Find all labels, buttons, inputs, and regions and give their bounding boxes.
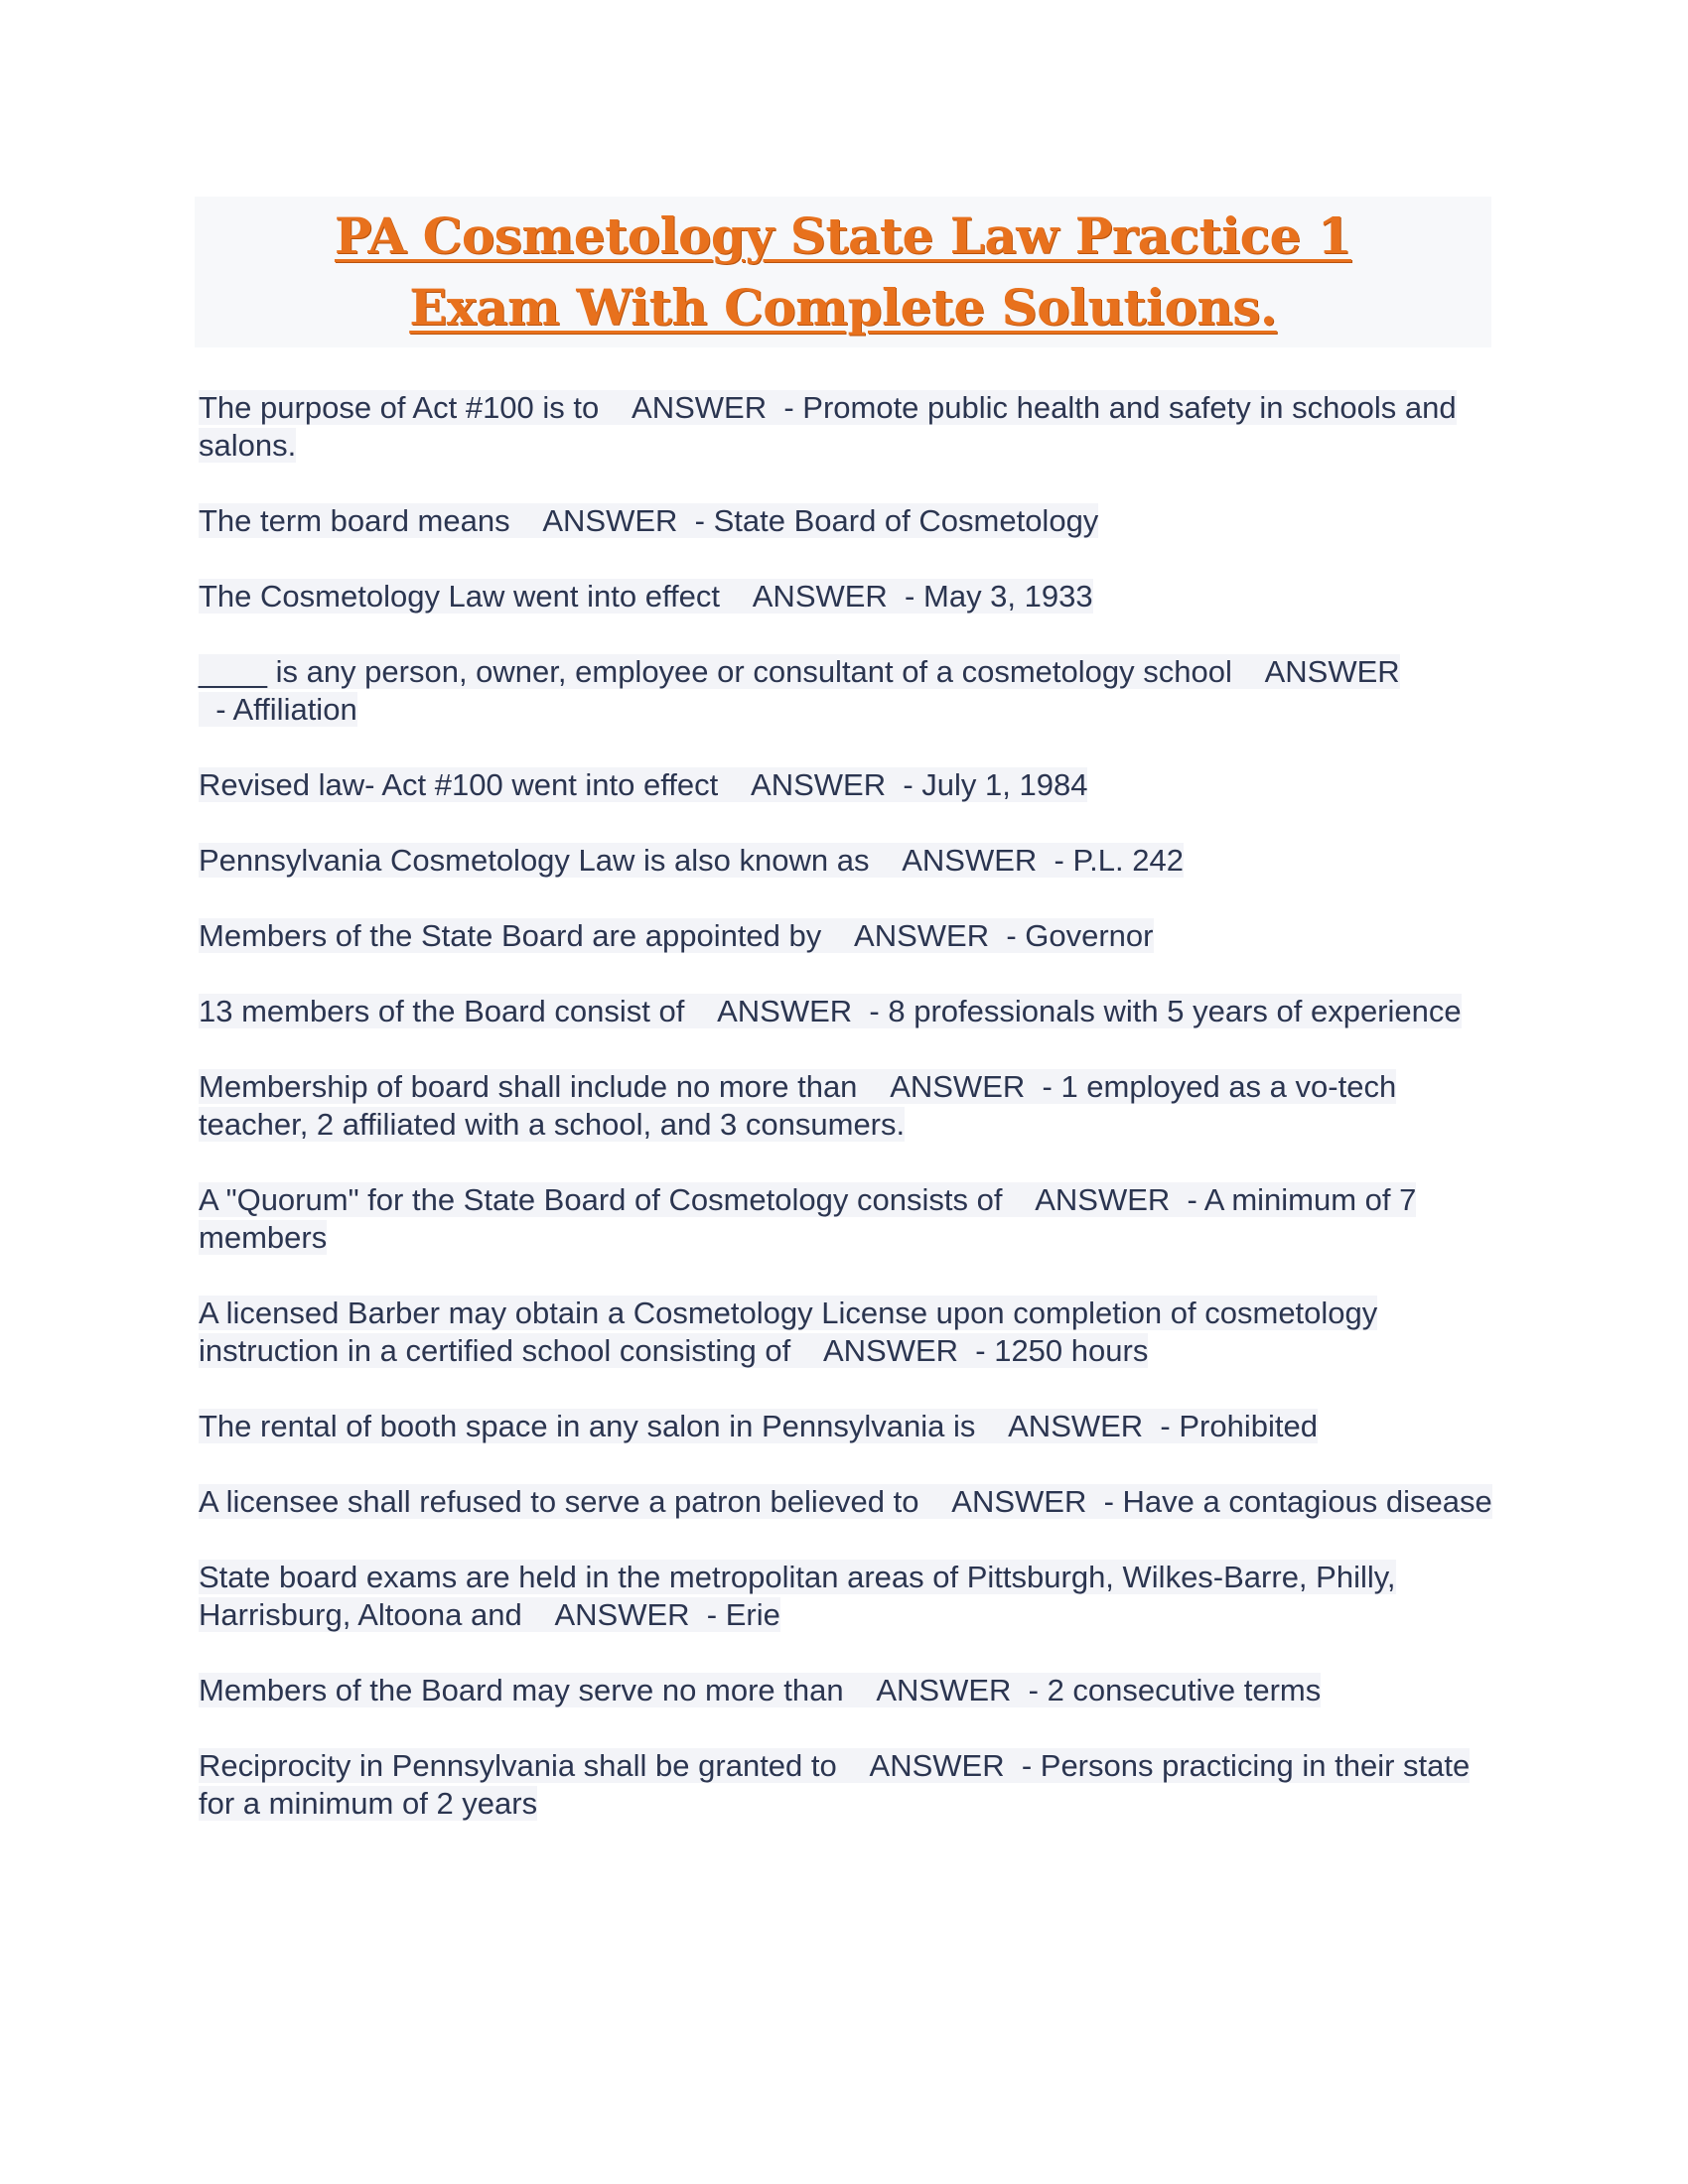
qa-item: [199, 502, 1499, 540]
qa-item: [199, 993, 1499, 1030]
answer-text: Erie: [725, 1597, 780, 1632]
question-text: Reciprocity in Pennsylvania shall be granted to: [199, 1748, 837, 1783]
answer-label: ANSWER: [1264, 654, 1400, 689]
qa-text: Revised law- Act #100 went into effect ANSWER - July 1, 1984: [199, 767, 1088, 802]
qa-item: [199, 389, 1499, 465]
answer-text: 1250 hours: [994, 1333, 1149, 1368]
title-line-2: Exam With Complete Solutions.: [409, 278, 1277, 337]
title-line-1: PA Cosmetology State Law Practice 1: [334, 206, 1352, 265]
answer-label: ANSWER: [854, 918, 990, 953]
question-text: Membership of board shall include no more than: [199, 1069, 858, 1104]
qa-item: [199, 1295, 1499, 1370]
question-text: The Cosmetology Law went into effect: [199, 579, 720, 614]
answer-text: 1 employed as a vo-tech teacher, 2 affiliated with a school, and 3 consumers.: [199, 1069, 1397, 1142]
qa-item: [199, 1068, 1499, 1144]
qa-text: The term board means ANSWER - State Board of Cosmetology: [199, 503, 1099, 538]
qa-item: [199, 842, 1499, 880]
qa-text: 13 members of the Board consist of ANSWER - 8 professionals with 5 years of experience: [199, 994, 1462, 1028]
answer-text: May 3, 1933: [923, 579, 1093, 614]
document-title: [335, 201, 1351, 343]
qa-text: ____ is any person, owner, employee or consultant of a cosmetology school ANSWER - Affiliation: [199, 654, 1400, 727]
question-text: The purpose of Act #100 is to: [199, 390, 600, 425]
question-text: State board exams are held in the metropolitan areas of Pittsburgh, Wilkes-Barre, Philly, Harrisburg, Altoona and: [199, 1560, 1396, 1632]
qa-item: [199, 653, 1499, 729]
qa-text: A licensee shall refused to serve a patron believed to ANSWER - Have a contagious disease: [199, 1484, 1492, 1519]
qa-item: [199, 766, 1499, 804]
answer-text: 2 consecutive terms: [1047, 1673, 1322, 1707]
answer-text: A minimum of 7 members: [199, 1182, 1417, 1255]
answer-text: Affiliation: [232, 692, 357, 727]
qa-text: The Cosmetology Law went into effect ANSWER - May 3, 1933: [199, 579, 1093, 614]
answer-text: P.L. 242: [1072, 843, 1184, 878]
qa-item: [199, 1181, 1499, 1257]
answer-label: ANSWER: [752, 579, 888, 614]
qa-item: [199, 1672, 1499, 1709]
answer-text: 8 professionals with 5 years of experience: [888, 994, 1462, 1028]
qa-text: Members of the Board may serve no more than ANSWER - 2 consecutive terms: [199, 1673, 1322, 1707]
answer-text: July 1, 1984: [921, 767, 1088, 802]
question-text: A "Quorum" for the State Board of Cosmetology consists of: [199, 1182, 1003, 1217]
answer-label: ANSWER: [1008, 1409, 1144, 1443]
answer-label: ANSWER: [554, 1597, 690, 1632]
qa-item: [199, 1747, 1499, 1823]
qa-list: [199, 389, 1499, 1860]
qa-text: The purpose of Act #100 is to ANSWER - Promote public health and safety in schools and salons.: [199, 390, 1457, 463]
qa-text: A licensed Barber may obtain a Cosmetology License upon completion of cosmetology instruction in a certified school consisting of ANSWER - 1250 hours: [199, 1296, 1378, 1368]
answer-label: ANSWER: [542, 503, 678, 538]
answer-text: Have a contagious disease: [1122, 1484, 1492, 1519]
qa-text: Members of the State Board are appointed by ANSWER - Governor: [199, 918, 1154, 953]
answer-text: Governor: [1025, 918, 1154, 953]
qa-item: [199, 578, 1499, 615]
question-text: Members of the State Board are appointed by: [199, 918, 822, 953]
answer-label: ANSWER: [822, 1333, 959, 1368]
answer-text: State Board of Cosmetology: [713, 503, 1099, 538]
answer-label: ANSWER: [902, 843, 1038, 878]
qa-item: [199, 1408, 1499, 1445]
question-text: A licensee shall refused to serve a patron believed to: [199, 1484, 919, 1519]
question-text: Members of the Board may serve no more than: [199, 1673, 844, 1707]
title-banner: [195, 197, 1491, 347]
answer-label: ANSWER: [869, 1748, 1005, 1783]
answer-label: ANSWER: [951, 1484, 1087, 1519]
question-text: A licensed Barber may obtain a Cosmetology License upon completion of cosmetology instruction in a certified school consisting of: [199, 1296, 1378, 1368]
answer-label: ANSWER: [751, 767, 887, 802]
answer-label: ANSWER: [717, 994, 853, 1028]
qa-text: A "Quorum" for the State Board of Cosmetology consists of ANSWER - A minimum of 7 members: [199, 1182, 1417, 1255]
question-text: 13 members of the Board consist of: [199, 994, 685, 1028]
qa-item: [199, 1559, 1499, 1634]
qa-text: Reciprocity in Pennsylvania shall be granted to ANSWER - Persons practicing in their state for a minimum of 2 years: [199, 1748, 1471, 1821]
qa-text: The rental of booth space in any salon in Pennsylvania is ANSWER - Prohibited: [199, 1409, 1318, 1443]
qa-text: State board exams are held in the metropolitan areas of Pittsburgh, Wilkes-Barre, Philly, Harrisburg, Altoona and ANSWER - Erie: [199, 1560, 1396, 1632]
qa-item: [199, 1483, 1499, 1521]
answer-text: Prohibited: [1179, 1409, 1318, 1443]
qa-item: [199, 917, 1499, 955]
question-text: ____ is any person, owner, employee or consultant of a cosmetology school: [199, 654, 1232, 689]
answer-label: ANSWER: [1035, 1182, 1171, 1217]
answer-label: ANSWER: [632, 390, 768, 425]
qa-text: Membership of board shall include no more than ANSWER - 1 employed as a vo-tech teacher, 2 affiliated with a school, and 3 consumers.: [199, 1069, 1397, 1142]
question-text: The term board means: [199, 503, 510, 538]
answer-label: ANSWER: [890, 1069, 1026, 1104]
question-text: Pennsylvania Cosmetology Law is also known as: [199, 843, 870, 878]
question-text: The rental of booth space in any salon in Pennsylvania is: [199, 1409, 976, 1443]
question-text: Revised law- Act #100 went into effect: [199, 767, 719, 802]
qa-text: Pennsylvania Cosmetology Law is also known as ANSWER - P.L. 242: [199, 843, 1184, 878]
answer-label: ANSWER: [876, 1673, 1012, 1707]
answer-text: Persons practicing in their state for a minimum of 2 years: [199, 1748, 1471, 1821]
answer-text: Promote public health and safety in schools and salons.: [199, 390, 1457, 463]
